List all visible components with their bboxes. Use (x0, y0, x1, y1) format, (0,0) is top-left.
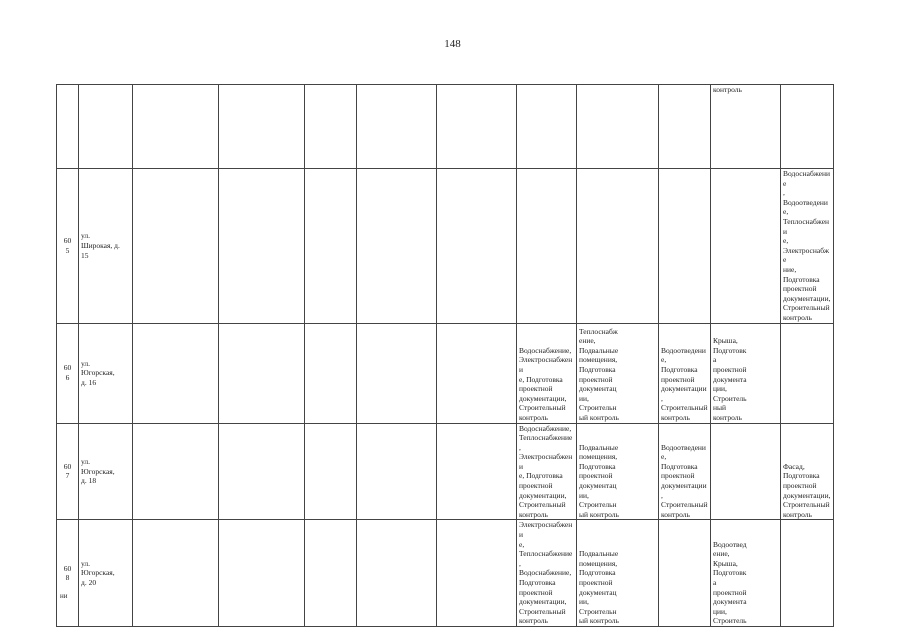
table-row (57, 520, 834, 627)
work-cell (659, 520, 711, 627)
footer-text: ни (60, 592, 68, 600)
work-cell (357, 423, 437, 520)
work-cell: Подвальные помещения, Подготовка проектной документац ии, Строительн ый контроль (577, 423, 659, 520)
work-cell (219, 520, 305, 627)
address-cell (79, 85, 133, 169)
work-cell (219, 169, 305, 324)
table-row (57, 169, 834, 324)
work-cell (781, 520, 834, 627)
work-cell (133, 85, 219, 169)
work-cell: Электроснабжени е, Теплоснабжение, Водоснабжение, Подготовка проектной документации, Строительный контроль (517, 520, 577, 627)
row-number: 60 5 (57, 169, 79, 324)
table-row (57, 423, 834, 520)
table-row (57, 323, 834, 423)
address-cell: ул. Югорская, д. 16 (79, 323, 133, 423)
work-cell (305, 520, 357, 627)
work-cell (133, 520, 219, 627)
work-cell (437, 423, 517, 520)
work-cell (577, 85, 659, 169)
page-number: 148 (444, 38, 461, 50)
work-cell: Фасад, Подготовка проектной документации, Строительный контроль (781, 423, 834, 520)
work-cell (711, 423, 781, 520)
work-cell: Крыша, Подготовк а проектной документа ции, Строитель ный контроль (711, 323, 781, 423)
work-cell (357, 520, 437, 627)
work-cell (437, 323, 517, 423)
work-cell: Водоотведение, Подготовка проектной документации, Строительный контроль (659, 323, 711, 423)
work-cell: Водоснабжение , Водоотведение, Теплоснабжени е, Электроснабже ние, Подготовка проектной документации, Строительный контроль (781, 169, 834, 324)
work-cell: Водоснабжение, Теплоснабжение, Электроснабжени е, Подготовка проектной документации, Строительный контроль (517, 423, 577, 520)
row-number: 60 7 (57, 423, 79, 520)
work-cell (659, 85, 711, 169)
row-number: 60 6 (57, 323, 79, 423)
work-cell (357, 85, 437, 169)
table-row (57, 85, 834, 169)
work-cell (437, 85, 517, 169)
work-cell: Подвальные помещения, Подготовка проектной документац ии, Строительн ый контроль (577, 520, 659, 627)
address-cell: ул. Широкая, д. 15 (79, 169, 133, 324)
work-cell (219, 423, 305, 520)
work-cell (305, 323, 357, 423)
work-cell (577, 169, 659, 324)
work-cell (133, 423, 219, 520)
row-number (57, 85, 79, 169)
address-cell: ул. Югорская, д. 18 (79, 423, 133, 520)
repair-schedule-table (56, 84, 834, 627)
work-cell (437, 169, 517, 324)
work-cell (517, 85, 577, 169)
work-cell (133, 169, 219, 324)
work-cell: контроль (711, 85, 781, 169)
work-cell: Водоснабжение, Электроснабжени е, Подготовка проектной документации, Строительный контроль (517, 323, 577, 423)
row-number: 60 8 (57, 520, 79, 627)
work-cell: Теплоснабж ение, Подвальные помещения, Подготовка проектной документац ии, Строительн ый контроль (577, 323, 659, 423)
work-cell (305, 169, 357, 324)
work-cell (517, 169, 577, 324)
work-cell (711, 169, 781, 324)
work-cell (357, 169, 437, 324)
work-cell (659, 169, 711, 324)
work-cell (305, 85, 357, 169)
work-cell (357, 323, 437, 423)
work-cell (219, 323, 305, 423)
work-cell (781, 85, 834, 169)
work-cell: Водоотвед ение, Крыша, Подготовк а проектной документа ции, Строитель (711, 520, 781, 627)
work-cell (781, 323, 834, 423)
work-cell: Водоотведение, Подготовка проектной документации, Строительный контроль (659, 423, 711, 520)
work-cell (437, 520, 517, 627)
work-cell (219, 85, 305, 169)
work-cell (133, 323, 219, 423)
work-cell (305, 423, 357, 520)
address-cell: ул. Югорская, д. 20 (79, 520, 133, 627)
